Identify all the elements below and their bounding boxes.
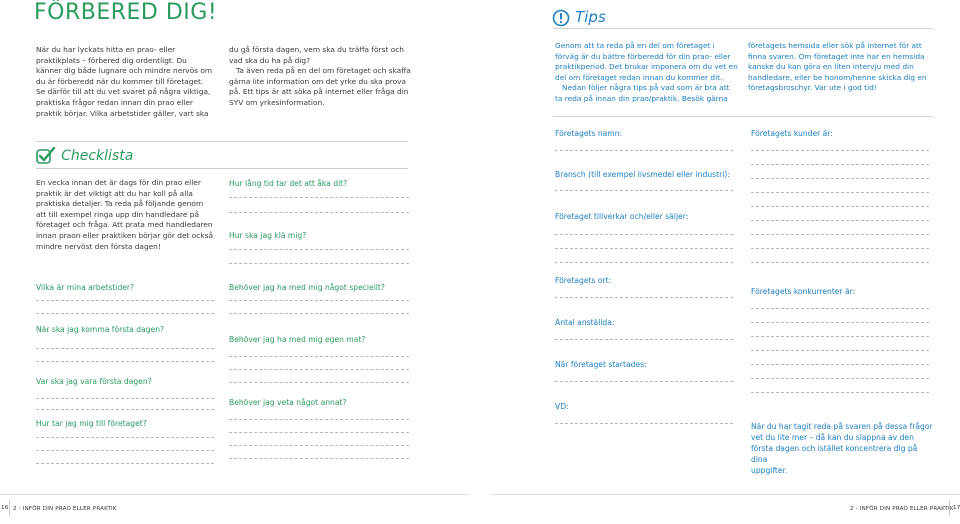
- answer-line[interactable]: [229, 263, 409, 264]
- answer-line[interactable]: [229, 445, 409, 446]
- question-arrival-time: När ska jag komma första dagen?: [36, 325, 165, 334]
- intro-text-col2: du gå första dagen, vem ska du träffa först och vad ska du ha på dig? Ta även reda på en del om företaget och skaffa gärna lite information om det yrke du ska prova på. Ett tips är att söka på internet eller fråga din SYV om yrkesinformation.: [229, 45, 411, 107]
- footer-rule: [0, 494, 470, 495]
- answer-line[interactable]: [751, 350, 929, 351]
- answer-line[interactable]: [229, 458, 409, 459]
- field-employees: Antal anställda:: [555, 318, 615, 327]
- field-company-name: Företagets namn:: [555, 129, 623, 138]
- divider: [553, 28, 933, 29]
- answer-line[interactable]: [751, 178, 929, 179]
- field-location: Företagets ort:: [555, 276, 612, 285]
- question-special-items: Behöver jag ha med mig något speciellt?: [229, 283, 385, 292]
- answer-line[interactable]: [36, 398, 214, 399]
- field-customers: Företagets kunder är:: [751, 129, 833, 138]
- tips-text-col2: företagets hemsida eller sök på internet för att finna svaren. Om företaget inte har en hemsida kanske du kan göra en liten intervju med din handledare, eller be honom/henne skicka dig en företagsbroschyr. Var ute i god tid!: [748, 41, 927, 93]
- answer-line[interactable]: [229, 419, 409, 420]
- answer-line[interactable]: [555, 339, 733, 340]
- answer-line[interactable]: [751, 262, 929, 263]
- answer-line[interactable]: [751, 206, 929, 207]
- answer-line[interactable]: [229, 382, 409, 383]
- answer-line[interactable]: [229, 432, 409, 433]
- field-products: Företaget tillverkar och/eller säljer:: [555, 212, 689, 221]
- answer-line[interactable]: [36, 450, 214, 451]
- question-directions: Hur tar jag mig till företaget?: [36, 419, 147, 428]
- answer-line[interactable]: [751, 220, 929, 221]
- answer-line[interactable]: [555, 150, 733, 151]
- answer-line[interactable]: [555, 248, 733, 249]
- checklist-heading: Checklista: [36, 145, 133, 165]
- tips-heading: Tips: [552, 7, 606, 27]
- answer-line[interactable]: [229, 356, 409, 357]
- answer-line[interactable]: [555, 190, 733, 191]
- answer-line[interactable]: [555, 381, 733, 382]
- answer-line[interactable]: [229, 197, 409, 198]
- answer-line[interactable]: [555, 423, 733, 424]
- divider: [36, 141, 408, 142]
- closing-text: När du har tagit reda på svaren på dessa frågor vet du lite mer – då kan du slappna av den första dagen och istället koncentrera dig på dina uppgifter.: [751, 422, 933, 475]
- answer-line[interactable]: [229, 249, 409, 250]
- answer-line[interactable]: [555, 262, 733, 263]
- answer-line[interactable]: [229, 369, 409, 370]
- checkmark-icon: [36, 147, 56, 165]
- page-number: 16: [1, 505, 9, 511]
- answer-line[interactable]: [751, 164, 929, 165]
- field-ceo: VD:: [555, 402, 569, 411]
- answer-line[interactable]: [229, 212, 409, 213]
- answer-line[interactable]: [751, 248, 929, 249]
- answer-line[interactable]: [751, 234, 929, 235]
- field-founded: När företaget startades:: [555, 360, 647, 369]
- question-travel-time: Hur lång tid tar det att åka dit?: [229, 179, 348, 188]
- answer-line[interactable]: [751, 378, 929, 379]
- page-title: FÖRBERED DIG!: [34, 0, 218, 25]
- answer-line[interactable]: [751, 308, 929, 309]
- footer-rule: [490, 494, 960, 495]
- answer-line[interactable]: [555, 234, 733, 235]
- answer-line[interactable]: [751, 392, 929, 393]
- field-industry: Bransch (till exempel livsmedel eller industri):: [555, 170, 730, 179]
- answer-line[interactable]: [229, 313, 409, 314]
- question-working-hours: Vilka är mina arbetstider?: [36, 283, 135, 292]
- answer-line[interactable]: [36, 313, 214, 314]
- question-other: Behöver jag veta något annat?: [229, 398, 347, 407]
- footer-divider: [949, 500, 950, 516]
- intro-text-col1: När du har lyckats hitta en prao- eller praktikplats – förbered dig ordentligt. Du känner dig både lugnare och mindre nervös om du är förberedd när du kommer till företaget. Se därför till att du vet svaret på några viktiga, praktiska frågor redan innan din prao eller praktik börjar. Vilka arbetstider gäller, vart ska: [36, 45, 213, 118]
- answer-line[interactable]: [751, 192, 929, 193]
- field-competitors: Företagets konkurrenter är:: [751, 287, 856, 296]
- checklist-intro: En vecka innan det är dags för din prao eller praktik är det viktigt att du har koll på alla praktiska detaljer. Ta reda på följande genom att till exempel ringa upp din handledare på företaget och fråga. Att prata med handledaren innan praon eller praktiken börjar gör det också mindre nervöst den första dagen!: [36, 178, 214, 251]
- answer-line[interactable]: [751, 150, 929, 151]
- divider: [36, 168, 408, 169]
- answer-line[interactable]: [751, 364, 929, 365]
- answer-line[interactable]: [229, 300, 409, 301]
- answer-line[interactable]: [751, 322, 929, 323]
- answer-line[interactable]: [555, 297, 733, 298]
- question-location: Var ska jag vara första dagen?: [36, 377, 152, 386]
- exclamation-icon: [552, 9, 570, 27]
- answer-line[interactable]: [36, 348, 214, 349]
- answer-line[interactable]: [36, 437, 214, 438]
- tips-text-col1: Genom att ta reda på en del om företaget i förväg är du bättre förberedd för din prao- eller praktikperiod. Det brukar imponera om du vet en del om företaget redan innan du kommer dit. Nedan följer några tips på vad som är bra att ta reda på innan din prao/praktik. Besök gärna: [555, 41, 738, 103]
- page-number: 17: [953, 505, 960, 511]
- question-clothing: Hur ska jag klä mig?: [229, 231, 307, 240]
- answer-line[interactable]: [36, 361, 214, 362]
- answer-line[interactable]: [751, 336, 929, 337]
- answer-line[interactable]: [36, 409, 214, 410]
- question-food: Behöver jag ha med mig egen mat?: [229, 335, 366, 344]
- footer-text: 2 - INFÖR DIN PRAO ELLER PRAKTIK: [850, 506, 954, 512]
- answer-line[interactable]: [36, 300, 214, 301]
- footer-text: 2 - INFÖR DIN PRAO ELLER PRAKTIK: [13, 506, 117, 512]
- answer-line[interactable]: [36, 463, 214, 464]
- footer-divider: [9, 500, 10, 516]
- divider: [553, 116, 933, 117]
